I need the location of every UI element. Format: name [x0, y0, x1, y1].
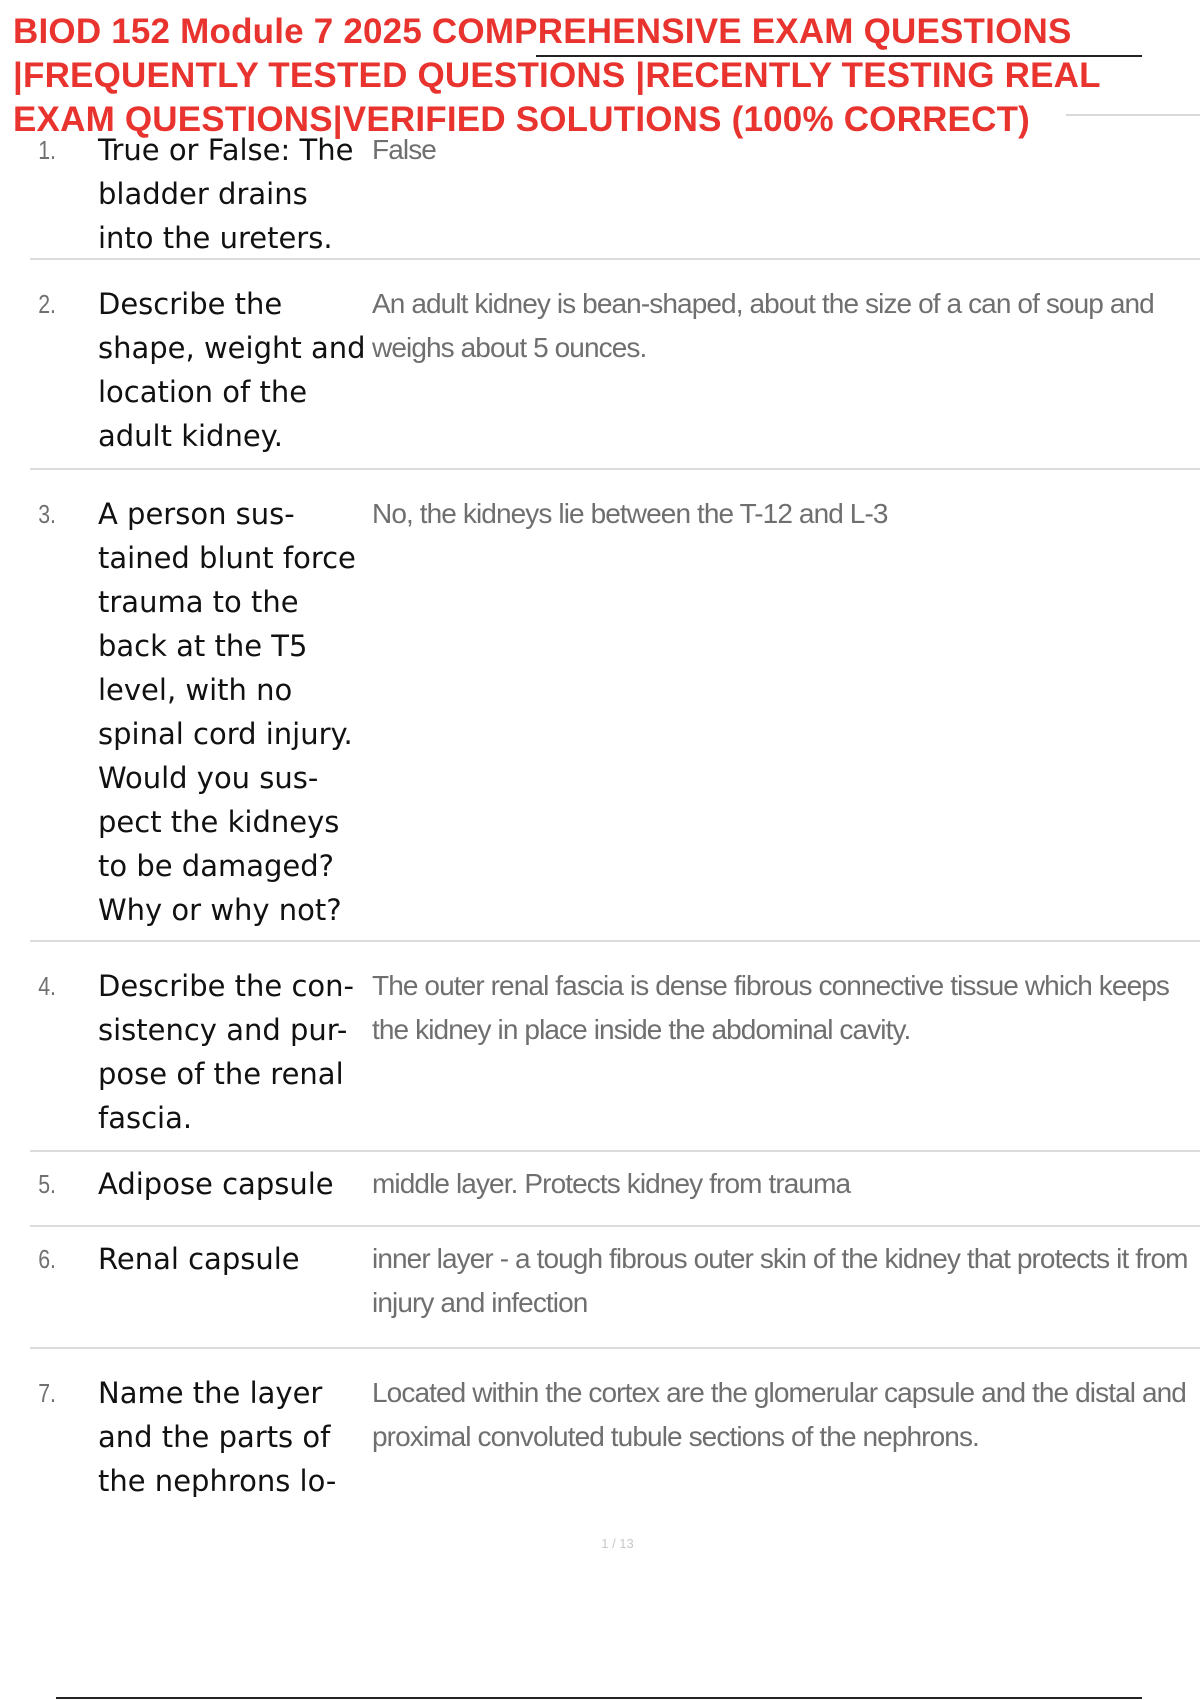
- answer-text: No, the kidneys lie between the T-12 and L-3: [372, 498, 888, 529]
- question-text: Adipose capsule: [98, 1167, 334, 1201]
- question-number: 2.: [38, 289, 56, 319]
- qa-list: [30, 128, 1200, 1509]
- question-text: Describe the con- sistency and pur- pose of the renal fascia.: [98, 969, 355, 1135]
- qa-row-1: [30, 128, 1200, 260]
- question-text: A person sus- tained blunt force trauma to the back at the T5 level, with no spinal cord injury. Would you sus- pect the kidneys to be damaged? Why or why not?: [98, 497, 356, 927]
- qa-row-2: [30, 260, 1200, 470]
- question-number: 4.: [38, 971, 56, 1001]
- question-text: True or False: The bladder drains into the ureters.: [98, 133, 354, 255]
- question-number: 7.: [38, 1378, 56, 1408]
- footer-rule: [56, 1697, 1142, 1699]
- answer-text: False: [372, 134, 436, 165]
- answer-text: middle layer. Protects kidney from trauma: [372, 1168, 851, 1199]
- question-text: Describe the shape, weight and location of the adult kidney.: [98, 287, 366, 453]
- answer-text: The outer renal fascia is dense fibrous connective tissue which keeps the kidney in place inside the abdominal cavity.: [372, 970, 1170, 1045]
- question-text: Renal capsule: [98, 1242, 300, 1276]
- answer-text: Located within the cortex are the glomerular capsule and the distal and proximal convoluted tubule sections of the nephrons.: [372, 1377, 1186, 1452]
- page-number: 1 / 13: [601, 1536, 634, 1551]
- question-number: 3.: [38, 499, 56, 529]
- document-title: BIOD 152 Module 7 2025 COMPREHENSIVE EXAM QUESTIONS |FREQUENTLY TESTED QUESTIONS |RECENTLY TESTING REAL EXAM QUESTIONS|VERIFIED SOLUTIONS (100% CORRECT): [13, 12, 1101, 139]
- qa-row-3: [30, 470, 1200, 942]
- question-number: 6.: [38, 1244, 56, 1274]
- answer-text: An adult kidney is bean-shaped, about the size of a can of soup and weighs about 5 ounces.: [372, 288, 1154, 363]
- answer-text: inner layer - a tough fibrous outer skin of the kidney that protects it from injury and infection: [372, 1243, 1188, 1318]
- qa-row-6: [30, 1227, 1200, 1349]
- question-number: 1.: [38, 135, 56, 165]
- question-number: 5.: [38, 1169, 56, 1199]
- qa-row-4: [30, 942, 1200, 1152]
- qa-row-5: [30, 1152, 1200, 1227]
- question-text: Name the layer and the parts of the nephrons lo-: [98, 1376, 337, 1498]
- qa-row-7: [30, 1349, 1200, 1509]
